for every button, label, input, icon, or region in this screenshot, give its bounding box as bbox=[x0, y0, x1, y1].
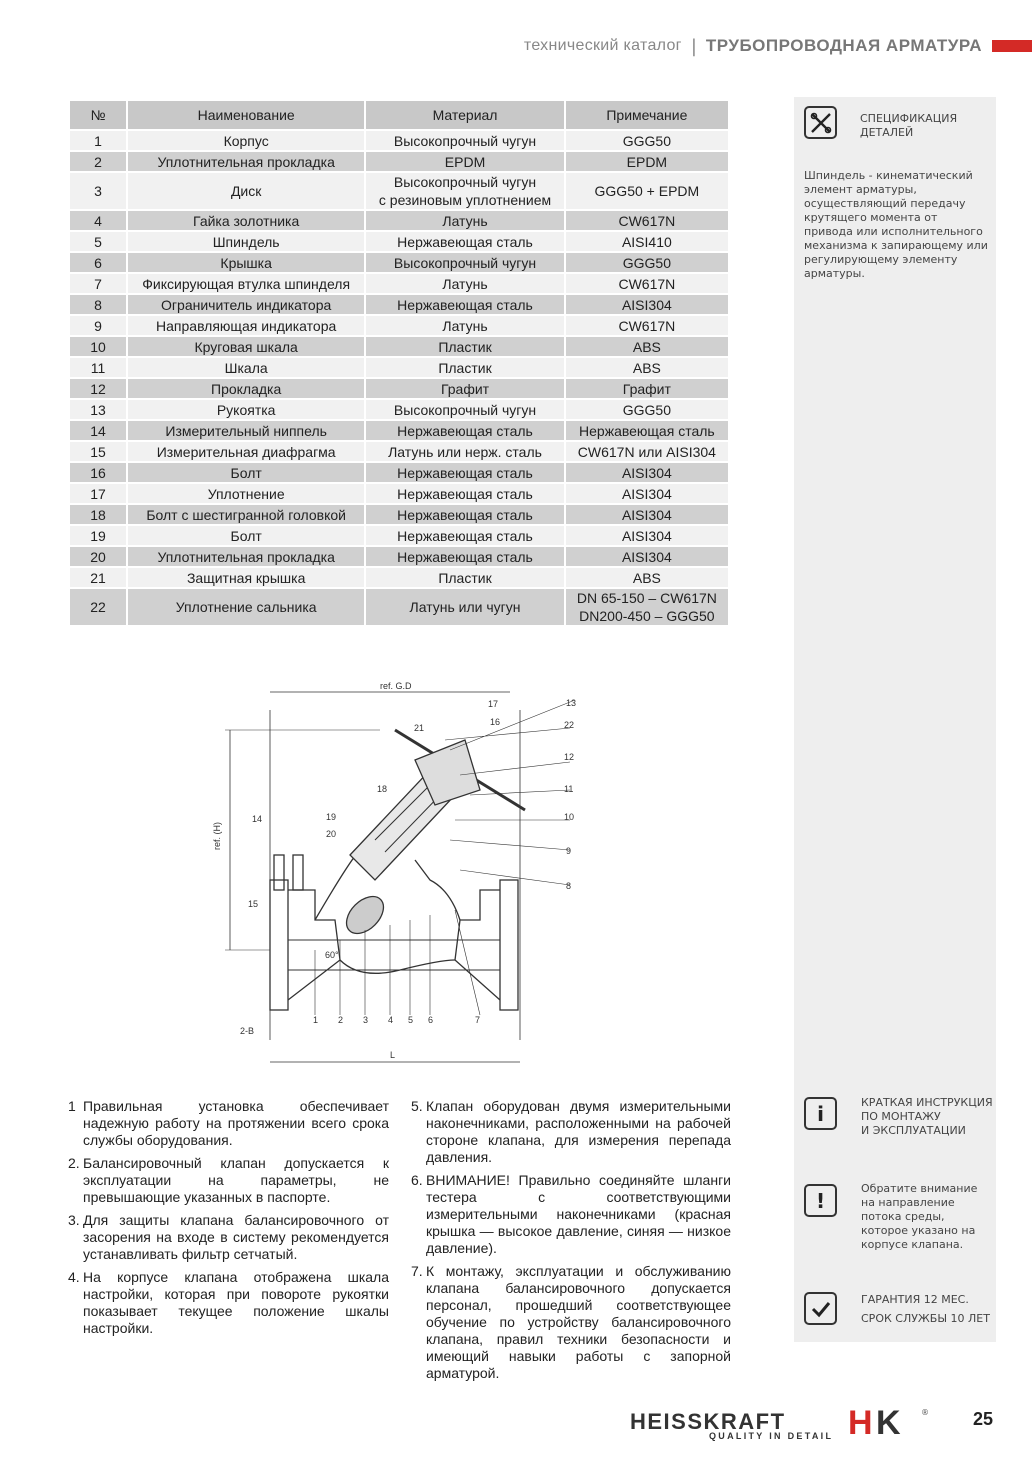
table-cell: 9 bbox=[69, 315, 127, 336]
text-line: с резиновым уплотнением bbox=[378, 192, 552, 208]
dim-length-label: L bbox=[390, 1050, 396, 1060]
spec-label-1: СПЕЦИФИКАЦИЯ bbox=[860, 112, 958, 125]
callout-label: 1 bbox=[313, 1015, 319, 1025]
table-cell: AISI304 bbox=[565, 483, 729, 504]
text-line: Для защиты клапана балансировочного от засорения на входе в систему рекомендуется устанавливать фильтр сетчатый. bbox=[83, 1212, 389, 1262]
table-row bbox=[69, 336, 729, 357]
note-item bbox=[411, 1172, 731, 1257]
table-cell: AISI304 bbox=[565, 546, 729, 567]
notes-left bbox=[68, 1098, 389, 1343]
table-cell: 8 bbox=[69, 294, 127, 315]
table-cell: 20 bbox=[69, 546, 127, 567]
table-cell: 18 bbox=[69, 504, 127, 525]
table-row bbox=[69, 378, 729, 399]
table-cell: Ограничитель индикатора bbox=[127, 294, 365, 315]
col-note: Примечание bbox=[565, 100, 729, 130]
table-cell: Болт bbox=[127, 462, 365, 483]
warning-text: Обратите внимание на направление потока среды, которое указано на корпусе клапана. bbox=[861, 1182, 978, 1251]
table-cell: CW617N bbox=[565, 315, 729, 336]
note-item bbox=[411, 1263, 731, 1382]
col-num: № bbox=[69, 100, 127, 130]
col-name: Наименование bbox=[127, 100, 365, 130]
note-number: 5. bbox=[411, 1098, 423, 1114]
table-cell: Болт с шестигранной головкой bbox=[127, 504, 365, 525]
table-cell: Прокладка bbox=[127, 378, 365, 399]
note-item bbox=[68, 1098, 389, 1149]
table-cell: 11 bbox=[69, 357, 127, 378]
table-cell: Уплотнение bbox=[127, 483, 365, 504]
table-cell: AISI304 bbox=[565, 525, 729, 546]
callout-label: 14 bbox=[252, 814, 263, 824]
table-cell: GGG50 bbox=[565, 252, 729, 273]
table-row bbox=[69, 294, 729, 315]
logo-mark-h: H bbox=[848, 1404, 873, 1442]
callout-label: 3 bbox=[363, 1015, 369, 1025]
table-cell: ABS bbox=[565, 357, 729, 378]
text-line: DN 65-150 – CW617N bbox=[576, 590, 717, 606]
table-cell: ABS bbox=[565, 567, 729, 588]
page-header bbox=[524, 34, 1032, 58]
table-cell: Нержавеющая сталь bbox=[365, 525, 564, 546]
table-cell: EPDM bbox=[365, 151, 564, 172]
table-cell: 19 bbox=[69, 525, 127, 546]
table-cell: Гайка золотника bbox=[127, 210, 365, 231]
table-cell: 16 bbox=[69, 462, 127, 483]
text-line: Клапан оборудован двумя измерительными наконечниками, расположенными на рабочей стороне клапана, для измерения перепада давления. bbox=[426, 1098, 731, 1165]
table-cell: Измерительная диафрагма bbox=[127, 441, 365, 462]
notes-right bbox=[411, 1098, 731, 1388]
tagline: QUALITY IN DETAIL bbox=[709, 1431, 834, 1441]
note-number: 7. bbox=[411, 1263, 423, 1279]
text-line: На корпусе клапана отображена шкала настройки, которая при повороте рукоятки показывает текущее положение шкалы настройки. bbox=[83, 1269, 389, 1336]
table-cell: AISI410 bbox=[565, 231, 729, 252]
table-cell: 2 bbox=[69, 151, 127, 172]
table-cell: CW617N или AISI304 bbox=[565, 441, 729, 462]
callout-label: 2 bbox=[338, 1015, 344, 1025]
note-number: 4. bbox=[68, 1269, 80, 1285]
table-cell: Пластик bbox=[365, 336, 564, 357]
callout-label: 4 bbox=[388, 1015, 394, 1025]
table-cell: 1 bbox=[69, 130, 127, 151]
callout-label: 22 bbox=[564, 720, 575, 730]
table-cell bbox=[365, 172, 564, 210]
info-icon: i bbox=[804, 1097, 837, 1130]
table-cell: 4 bbox=[69, 210, 127, 231]
table-cell: 22 bbox=[69, 588, 127, 626]
table-row bbox=[69, 525, 729, 546]
table-cell: 10 bbox=[69, 336, 127, 357]
callout-label: 13 bbox=[566, 698, 577, 708]
callout-label: 15 bbox=[248, 899, 259, 909]
table-cell: Уплотнение сальника bbox=[127, 588, 365, 626]
dim-height-label: ref. (H) bbox=[212, 822, 222, 850]
instr-label-2: ПО МОНТАЖУ bbox=[861, 1110, 941, 1123]
table-row bbox=[69, 504, 729, 525]
table-cell: Нержавеющая сталь bbox=[365, 483, 564, 504]
tools-icon bbox=[804, 106, 837, 139]
valve-drawing bbox=[200, 680, 600, 1070]
table-row bbox=[69, 210, 729, 231]
table-cell: Латунь или чугун bbox=[365, 588, 564, 626]
table-row bbox=[69, 315, 729, 336]
col-material: Материал bbox=[365, 100, 564, 130]
table-cell: Болт bbox=[127, 525, 365, 546]
table-cell: 14 bbox=[69, 420, 127, 441]
table-cell: Нержавеющая сталь bbox=[365, 504, 564, 525]
callout-label: 9 bbox=[566, 846, 572, 856]
check-icon bbox=[804, 1292, 837, 1325]
table-cell: GGG50 bbox=[565, 399, 729, 420]
text-line: Балансировочный клапан допускается к эксплуатации на параметры, не превышающие указанных в паспорте. bbox=[83, 1155, 389, 1205]
table-cell: Нержавеющая сталь bbox=[565, 420, 729, 441]
spec-table bbox=[68, 99, 730, 627]
table-cell: 6 bbox=[69, 252, 127, 273]
registered-mark: ® bbox=[921, 1408, 929, 1417]
instr-label-3: И ЭКСПЛУАТАЦИИ bbox=[861, 1124, 966, 1137]
table-cell: 13 bbox=[69, 399, 127, 420]
table-row bbox=[69, 357, 729, 378]
table-cell: AISI304 bbox=[565, 504, 729, 525]
table-cell: 15 bbox=[69, 441, 127, 462]
sidebar bbox=[794, 97, 996, 1342]
callout-label: 6 bbox=[428, 1015, 434, 1025]
logo-mark-k: K bbox=[876, 1404, 901, 1442]
table-cell: Графит bbox=[365, 378, 564, 399]
table-row bbox=[69, 441, 729, 462]
table-cell: Шпиндель bbox=[127, 231, 365, 252]
note-number: 3. bbox=[68, 1212, 80, 1228]
note-item bbox=[68, 1155, 389, 1206]
text-line: ВНИМАНИЕ! Правильно соединяйте шланги тестера с соответствующими измерительными наконечниками (красная крышка — высокое давление, синяя — низкое давление). bbox=[426, 1172, 731, 1256]
table-row bbox=[69, 252, 729, 273]
table-cell: Защитная крышка bbox=[127, 567, 365, 588]
table-cell: Высокопрочный чугун bbox=[365, 130, 564, 151]
spec-table-body bbox=[69, 130, 729, 626]
table-cell: Шкала bbox=[127, 357, 365, 378]
table-row bbox=[69, 231, 729, 252]
accent-bar bbox=[992, 40, 1032, 52]
service-life-label: СРОК СЛУЖБЫ 10 ЛЕТ bbox=[861, 1312, 990, 1325]
warranty-label: ГАРАНТИЯ 12 МЕС. bbox=[861, 1293, 969, 1306]
table-row bbox=[69, 420, 729, 441]
table-cell: AISI304 bbox=[565, 294, 729, 315]
callout-label: 18 bbox=[377, 784, 388, 794]
note-number: 2. bbox=[68, 1155, 80, 1171]
table-cell: Нержавеющая сталь bbox=[365, 462, 564, 483]
table-cell: Высокопрочный чугун bbox=[365, 399, 564, 420]
callout-label: 16 bbox=[490, 717, 501, 727]
table-cell: GGG50 + EPDM bbox=[565, 172, 729, 210]
table-cell: Рукоятка bbox=[127, 399, 365, 420]
table-header-row bbox=[69, 100, 729, 130]
table-cell: 5 bbox=[69, 231, 127, 252]
table-cell: 12 bbox=[69, 378, 127, 399]
text-line: Высокопрочный чугун bbox=[393, 174, 537, 190]
table-cell: Латунь bbox=[365, 273, 564, 294]
instr-label-1: КРАТКАЯ ИНСТРУКЦИЯ bbox=[861, 1096, 993, 1109]
table-cell: Латунь bbox=[365, 210, 564, 231]
note-number: 1 bbox=[68, 1098, 76, 1114]
table-cell: ABS bbox=[565, 336, 729, 357]
spec-text: Шпиндель - кинематический элемент арматуры, осуществляющий передачу крутящего момента от привода или исполнительного механизма к запирающему или регулирующему элементу арматуры. bbox=[804, 169, 988, 280]
footer-logo bbox=[630, 1406, 930, 1446]
table-cell: 7 bbox=[69, 273, 127, 294]
table-cell: Круговая шкала bbox=[127, 336, 365, 357]
table-cell: Нержавеющая сталь bbox=[365, 231, 564, 252]
table-cell bbox=[565, 588, 729, 626]
note-item bbox=[68, 1269, 389, 1337]
callout-label: 17 bbox=[488, 699, 499, 709]
table-cell: AISI304 bbox=[565, 462, 729, 483]
table-cell: EPDM bbox=[565, 151, 729, 172]
table-cell: Нержавеющая сталь bbox=[365, 546, 564, 567]
angle-label: 60° bbox=[325, 950, 339, 960]
table-cell: 21 bbox=[69, 567, 127, 588]
table-cell: Измерительный ниппель bbox=[127, 420, 365, 441]
table-row bbox=[69, 588, 729, 626]
table-cell: Диск bbox=[127, 172, 365, 210]
table-cell: Нержавеющая сталь bbox=[365, 420, 564, 441]
callout-label: 10 bbox=[564, 812, 575, 822]
table-cell: Пластик bbox=[365, 567, 564, 588]
callout-label: 8 bbox=[566, 881, 572, 891]
table-row bbox=[69, 273, 729, 294]
table-cell: 17 bbox=[69, 483, 127, 504]
table-cell: Пластик bbox=[365, 357, 564, 378]
table-row bbox=[69, 172, 729, 210]
table-row bbox=[69, 151, 729, 172]
table-cell: Уплотнительная прокладка bbox=[127, 546, 365, 567]
text-line: DN200-450 – GGG50 bbox=[579, 608, 715, 624]
table-row bbox=[69, 546, 729, 567]
dim-top-label: ref. G.D bbox=[380, 681, 412, 691]
table-cell: GGG50 bbox=[565, 130, 729, 151]
table-cell: Корпус bbox=[127, 130, 365, 151]
table-cell: Графит bbox=[565, 378, 729, 399]
spec-label-2: ДЕТАЛЕЙ bbox=[860, 126, 914, 139]
table-cell: Латунь bbox=[365, 315, 564, 336]
table-cell: Высокопрочный чугун bbox=[365, 252, 564, 273]
section-title: ТРУБОПРОВОДНАЯ АРМАТУРА bbox=[705, 36, 982, 55]
table-cell: Крышка bbox=[127, 252, 365, 273]
note-number: 6. bbox=[411, 1172, 423, 1188]
table-row bbox=[69, 462, 729, 483]
callout-label: 5 bbox=[408, 1015, 414, 1025]
text-line: Правильная установка обеспечивает надежную работу на протяжении всего срока службы оборудования. bbox=[83, 1098, 389, 1148]
callout-label: 7 bbox=[475, 1015, 481, 1025]
brand-name: HEISSKRAFT bbox=[630, 1409, 786, 1434]
table-cell: Нержавеющая сталь bbox=[365, 294, 564, 315]
table-row bbox=[69, 130, 729, 151]
callout-label: 20 bbox=[326, 829, 337, 839]
page-number: 25 bbox=[973, 1409, 994, 1429]
catalog-label: технический каталог bbox=[523, 37, 682, 54]
table-row bbox=[69, 567, 729, 588]
table-cell: Латунь или нерж. сталь bbox=[365, 441, 564, 462]
text-line: К монтажу, эксплуатации и обслуживанию клапана балансировочного допускается персонал, прошедший соответствующее обучение по устройству балансировочного клапана, правил техники безопасности и имеющий навыки работы с запорной арматурой. bbox=[426, 1263, 731, 1381]
note-item bbox=[68, 1212, 389, 1263]
table-row bbox=[69, 483, 729, 504]
table-cell: Фиксирующая втулка шпинделя bbox=[127, 273, 365, 294]
callout-label: 19 bbox=[326, 812, 337, 822]
table-cell: CW617N bbox=[565, 273, 729, 294]
table-cell: Направляющая индикатора bbox=[127, 315, 365, 336]
warning-icon: ! bbox=[804, 1184, 837, 1217]
note-item bbox=[411, 1098, 731, 1166]
callout-label: 21 bbox=[414, 723, 425, 733]
table-cell: CW617N bbox=[565, 210, 729, 231]
table-row bbox=[69, 399, 729, 420]
callout-label: 11 bbox=[564, 784, 574, 794]
callout-label: 12 bbox=[564, 752, 575, 762]
table-cell: 3 bbox=[69, 172, 127, 210]
table-cell: Уплотнительная прокладка bbox=[127, 151, 365, 172]
dim-small-label: 2-B bbox=[240, 1026, 255, 1036]
header-separator: | bbox=[690, 35, 697, 57]
